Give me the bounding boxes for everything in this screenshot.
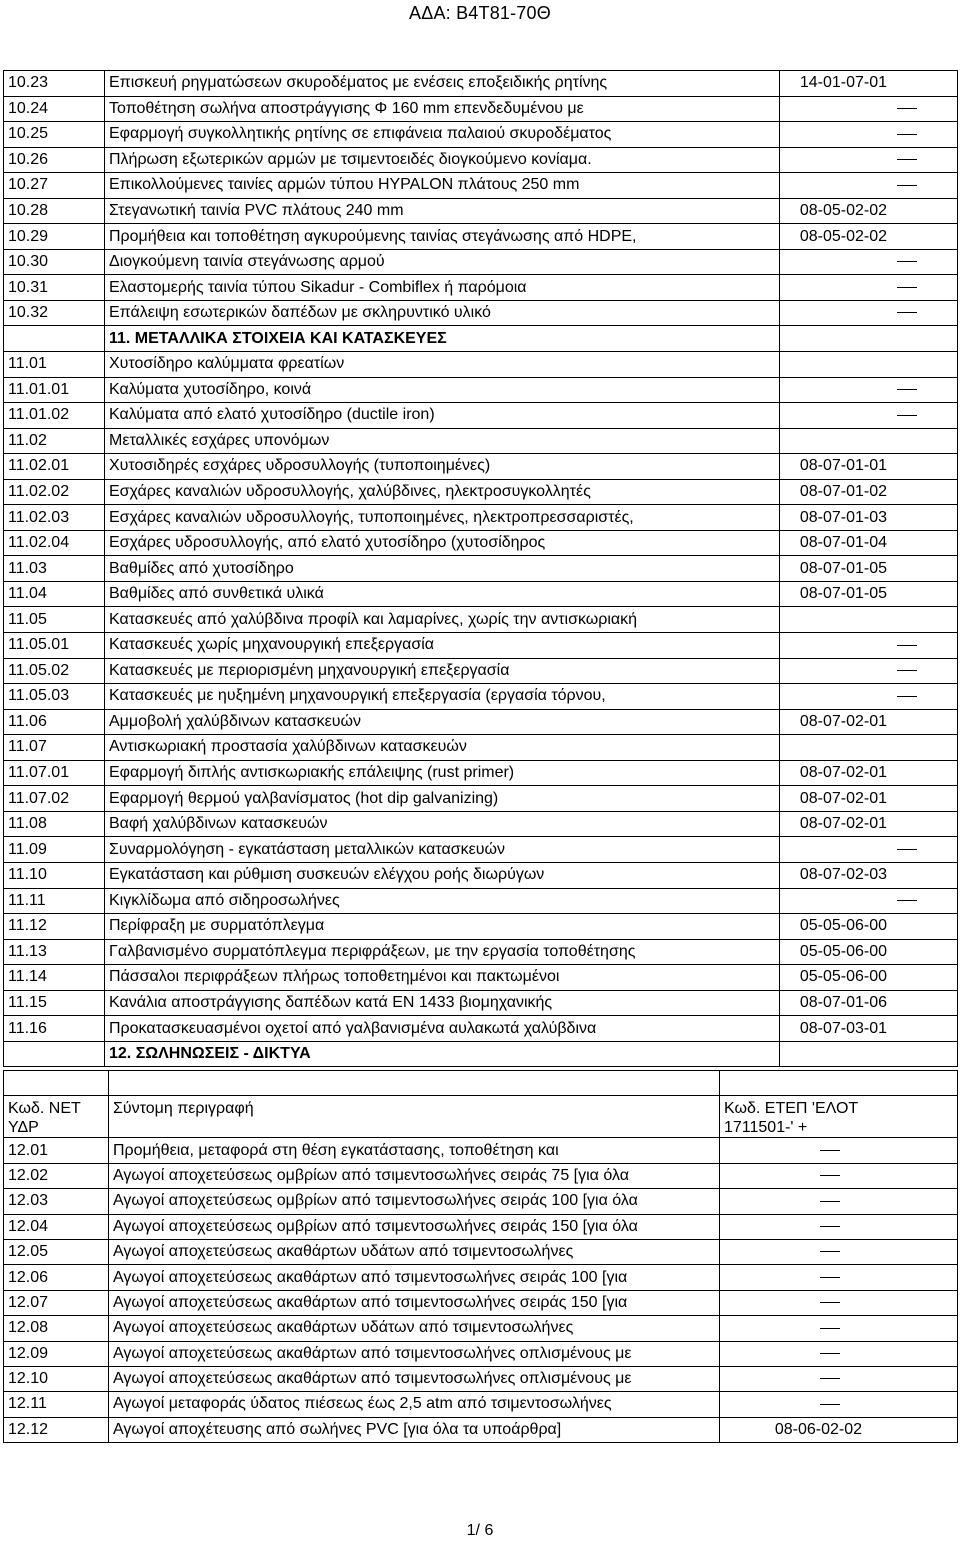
item-description: Εφαρμογή θερμού γαλβανίσματος (hot dip galvanizing) (105, 786, 780, 812)
item-code: 12.12 (4, 1417, 109, 1442)
table-row (4, 1214, 958, 1239)
section-heading: 11. ΜΕΤΑΛΛΙΚΑ ΣΤΟΙΧΕΙΑ ΚΑΙ ΚΑΤΑΣΚΕΥΕΣ (105, 326, 780, 352)
item-code: 10.28 (4, 198, 105, 224)
item-ref-dash (780, 633, 958, 659)
item-description: Περίφραξη με συρματόπλεγμα (105, 914, 780, 940)
table-row (4, 1041, 958, 1067)
item-ref-code: 08-07-01-03 (780, 505, 958, 531)
item-ref-dash (720, 1163, 958, 1188)
table-row (4, 249, 958, 275)
item-ref-code: 08-07-02-01 (780, 811, 958, 837)
item-ref-dash (780, 122, 958, 148)
table-row (4, 96, 958, 122)
items-table-1 (3, 70, 958, 1067)
table-row (4, 275, 958, 301)
dash-mark (820, 1226, 840, 1227)
item-ref-dash (780, 173, 958, 199)
item-ref-dash (720, 1239, 958, 1264)
page-number: 1/ 6 (466, 1522, 494, 1539)
table-row (4, 173, 958, 199)
item-description: Καλύματα χυτοσίδηρο, κοινά (105, 377, 780, 403)
item-code: 11.02.04 (4, 530, 105, 556)
item-ref-dash (780, 837, 958, 863)
item-code: 10.31 (4, 275, 105, 301)
item-ref-dash (780, 888, 958, 914)
dash-mark (897, 159, 917, 160)
table-row (4, 633, 958, 659)
items-table-2-body (4, 1071, 958, 1443)
spacer-cell (720, 1071, 958, 1096)
table-row (4, 530, 958, 556)
section-heading: 12. ΣΩΛΗΝΩΣΕΙΣ - ΔΙΚΤΥΑ (105, 1041, 780, 1067)
item-description: Εφαρμογή διπλής αντισκωριακής επάλειψης (rust primer) (105, 760, 780, 786)
table-row (4, 352, 958, 378)
table-header-row (4, 1096, 958, 1138)
table-row (4, 377, 958, 403)
dash-mark (820, 1277, 840, 1278)
item-ref-dash (720, 1214, 958, 1239)
item-ref-code: 05-05-06-00 (780, 965, 958, 991)
table-row (4, 479, 958, 505)
header-ref-line1: Κωδ. ΕΤΕΠ 'ΕΛΟΤ (724, 1100, 859, 1118)
item-ref-code (780, 735, 958, 761)
item-ref-dash (780, 684, 958, 710)
item-code: 11.11 (4, 888, 105, 914)
item-ref-dash (720, 1290, 958, 1315)
dash-mark (897, 312, 917, 313)
table-row (4, 1138, 958, 1163)
item-code: 11.06 (4, 709, 105, 735)
item-description: Τοποθέτηση σωλήνα αποστράγγισης Φ 160 mm επενδεδυμένου με (105, 96, 780, 122)
dash-mark (820, 1353, 840, 1354)
table-row (4, 1163, 958, 1188)
table-row (4, 556, 958, 582)
item-code: 11.07.02 (4, 786, 105, 812)
table-row (4, 1239, 958, 1264)
dash-mark (820, 1302, 840, 1303)
item-ref-dash (780, 147, 958, 173)
item-description: Βαθμίδες από χυτοσίδηρο (105, 556, 780, 582)
item-code: 11.07 (4, 735, 105, 761)
table-row (4, 607, 958, 633)
item-ref-code: 08-07-01-01 (780, 454, 958, 480)
item-ref-code: 08-07-03-01 (780, 1016, 958, 1042)
table-row (4, 914, 958, 940)
spacer-cell (109, 1071, 720, 1096)
dash-mark (897, 696, 917, 697)
item-ref-code (780, 607, 958, 633)
item-ref-code: 08-07-01-05 (780, 556, 958, 582)
item-ref-code: 08-07-01-06 (780, 990, 958, 1016)
item-ref-dash (720, 1392, 958, 1417)
table-row (4, 122, 958, 148)
item-code: 11.01.02 (4, 403, 105, 429)
item-ref-dash (720, 1366, 958, 1391)
item-ref-dash (720, 1138, 958, 1163)
item-description: Βαφή χαλύβδινων κατασκευών (105, 811, 780, 837)
dash-mark (820, 1150, 840, 1151)
item-ref-dash (780, 275, 958, 301)
item-code: 10.26 (4, 147, 105, 173)
item-description: Επισκευή ρηγματώσεων σκυροδέματος με ενέσεις εποξειδικής ρητίνης (105, 71, 780, 97)
item-code: 12.04 (4, 1214, 109, 1239)
dash-mark (897, 645, 917, 646)
table-row (4, 1366, 958, 1391)
item-description: Προμήθεια και τοποθέτηση αγκυρούμενης ταινίας στεγάνωσης από HDPE, (105, 224, 780, 250)
table-row (4, 1392, 958, 1417)
item-code: 12.07 (4, 1290, 109, 1315)
item-code: 11.05.01 (4, 633, 105, 659)
item-description: Καλύματα από ελατό χυτοσίδηρο (ductile iron) (105, 403, 780, 429)
item-description: Αγωγοί αποχετεύσεως ακαθάρτων από τσιμεντοσωλήνες οπλισμένους με (109, 1366, 720, 1391)
item-description: Χυτοσιδηρές εσχάρες υδροσυλλογής (τυποποιημένες) (105, 454, 780, 480)
dash-mark (820, 1378, 840, 1379)
table-row (4, 811, 958, 837)
item-description: Εγκατάσταση και ρύθμιση συσκευών ελέγχου ροής διωρύγων (105, 862, 780, 888)
item-ref-code (780, 352, 958, 378)
item-description: Χυτοσίδηρο καλύμματα φρεατίων (105, 352, 780, 378)
item-code: 10.30 (4, 249, 105, 275)
item-ref-dash (780, 658, 958, 684)
item-description: Αγωγοί αποχέτευσης από σωλήνες PVC [για όλα τα υποάρθρα] (109, 1417, 720, 1442)
dash-mark (897, 900, 917, 901)
item-ref-code: 08-07-01-04 (780, 530, 958, 556)
table-row (4, 454, 958, 480)
item-description: Αμμοβολή χαλύβδινων κατασκευών (105, 709, 780, 735)
item-ref-code: 14-01-07-01 (780, 71, 958, 97)
item-description: Αγωγοί αποχετεύσεως ομβρίων από τσιμεντοσωλήνες σειράς 100 [για όλα (109, 1189, 720, 1214)
dash-mark (897, 415, 917, 416)
item-code: 11.01.01 (4, 377, 105, 403)
item-code: 11.15 (4, 990, 105, 1016)
table-row (4, 1341, 958, 1366)
item-code: 12.11 (4, 1392, 109, 1417)
table-row (4, 862, 958, 888)
dash-mark (820, 1201, 840, 1202)
item-code: 12.02 (4, 1163, 109, 1188)
item-code: 10.24 (4, 96, 105, 122)
item-ref-dash (720, 1341, 958, 1366)
table-row (4, 990, 958, 1016)
item-code: 11.10 (4, 862, 105, 888)
item-ref-code: 05-05-06-00 (780, 939, 958, 965)
item-ref-dash (780, 403, 958, 429)
table-row (4, 581, 958, 607)
item-description: Εφαρμογή συγκολλητικής ρητίνης σε επιφάνεια παλαιού σκυροδέματος (105, 122, 780, 148)
table-row (4, 965, 958, 991)
item-description: Αγωγοί αποχετεύσεως ακαθάρτων από τσιμεντοσωλήνες σειράς 100 [για (109, 1265, 720, 1290)
item-ref-code: 08-07-02-01 (780, 760, 958, 786)
table-row (4, 71, 958, 97)
item-ref-code: 08-07-01-05 (780, 581, 958, 607)
item-ref-dash (720, 1189, 958, 1214)
item-description: Κατασκευές με περιορισμένη μηχανουργική επεξεργασία (105, 658, 780, 684)
item-ref-dash (720, 1316, 958, 1341)
item-ref-dash (780, 300, 958, 326)
item-description: Ελαστομερής ταινία τύπου Sikadur - Combiflex ή παρόμοια (105, 275, 780, 301)
item-ref-code: 08-07-02-03 (780, 862, 958, 888)
header-code-cell (4, 1096, 109, 1138)
item-code: 12.09 (4, 1341, 109, 1366)
header-ref-line2: 1711501-' + (724, 1119, 808, 1137)
item-description: Μεταλλικές εσχάρες υπονόμων (105, 428, 780, 454)
table-row (4, 735, 958, 761)
spacer-cell (4, 1071, 109, 1096)
item-description: Κατασκευές χωρίς μηχανουργική επεξεργασία (105, 633, 780, 659)
item-description: Κατασκευές με ηυξημένη μηχανουργική επεξεργασία (εργασία τόρνου, (105, 684, 780, 710)
dash-mark (897, 108, 917, 109)
item-code: 11.02 (4, 428, 105, 454)
item-code: 11.02.03 (4, 505, 105, 531)
item-code: 11.08 (4, 811, 105, 837)
dash-mark (820, 1404, 840, 1405)
item-code: 11.05 (4, 607, 105, 633)
table-row (4, 658, 958, 684)
item-description: Βαθμίδες από συνθετικά υλικά (105, 581, 780, 607)
item-ref-code (780, 1041, 958, 1067)
item-code: 11.14 (4, 965, 105, 991)
item-ref-code: 05-05-06-00 (780, 914, 958, 940)
table-row (4, 403, 958, 429)
items-table-1-body (4, 71, 958, 1067)
item-ref-code: 08-07-01-02 (780, 479, 958, 505)
table-row (4, 198, 958, 224)
item-description: Διογκούμενη ταινία στεγάνωσης αρμού (105, 249, 780, 275)
table-spacer-row (4, 1071, 958, 1096)
item-code: 12.03 (4, 1189, 109, 1214)
item-description: Κανάλια αποστράγγισης δαπέδων κατά ΕΝ 1433 βιομηχανικής (105, 990, 780, 1016)
item-ref-dash (720, 1265, 958, 1290)
item-code (4, 1041, 105, 1067)
item-code: 11.07.01 (4, 760, 105, 786)
dash-mark (820, 1175, 840, 1176)
item-description: Επάλειψη εσωτερικών δαπέδων με σκληρυντικό υλικό (105, 300, 780, 326)
item-ref-code (780, 428, 958, 454)
item-description: Προκατασκευασμένοι οχετοί από γαλβανισμένα αυλακωτά χαλύβδινα (105, 1016, 780, 1042)
item-description: Αγωγοί μεταφοράς ύδατος πιέσεως έως 2,5 atm από τσιμεντοσωλήνες (109, 1392, 720, 1417)
item-description: Προμήθεια, μεταφορά στη θέση εγκατάστασης, τοποθέτηση και (109, 1138, 720, 1163)
header-code-line2: ΥΔΡ (8, 1119, 39, 1137)
item-ref-dash (780, 377, 958, 403)
table-row (4, 1417, 958, 1442)
table-row (4, 1016, 958, 1042)
item-code: 10.23 (4, 71, 105, 97)
dash-mark (820, 1251, 840, 1252)
item-code: 12.06 (4, 1265, 109, 1290)
item-code: 10.29 (4, 224, 105, 250)
table-row (4, 1290, 958, 1315)
item-description: Επικολλούμενες ταινίες αρμών τύπου HYPALON πλάτους 250 mm (105, 173, 780, 199)
table-row (4, 300, 958, 326)
table-row (4, 939, 958, 965)
table-row (4, 786, 958, 812)
item-description: Συναρμολόγηση - εγκατάσταση μεταλλικών κατασκευών (105, 837, 780, 863)
item-description: Εσχάρες καναλιών υδροσυλλογής, χαλύβδινες, ηλεκτροσυγκολλητές (105, 479, 780, 505)
table-row (4, 1189, 958, 1214)
item-code: 11.04 (4, 581, 105, 607)
item-ref-code: 08-05-02-02 (780, 198, 958, 224)
table-row (4, 837, 958, 863)
item-description: Πάσσαλοι περιφράξεων πλήρως τοποθετημένοι και πακτωμένοι (105, 965, 780, 991)
item-code: 10.27 (4, 173, 105, 199)
item-description: Γαλβανισμένο συρματόπλεγμα περιφράξεων, με την εργασία τοποθέτησης (105, 939, 780, 965)
item-code: 11.16 (4, 1016, 105, 1042)
item-code: 12.05 (4, 1239, 109, 1264)
item-description: Αγωγοί αποχετεύσεως ακαθάρτων από τσιμεντοσωλήνες σειράς 150 [για (109, 1290, 720, 1315)
document-header-ada: ΑΔΑ: Β4Τ81-70Θ (409, 3, 551, 23)
item-description: Εσχάρες καναλιών υδροσυλλογής, τυποποιημένες, ηλεκτροπρεσσαριστές, (105, 505, 780, 531)
item-ref-dash (780, 249, 958, 275)
item-ref-code: 08-07-02-01 (780, 786, 958, 812)
dash-mark (820, 1328, 840, 1329)
dash-mark (897, 287, 917, 288)
header-ref-cell (720, 1096, 958, 1138)
table-row (4, 505, 958, 531)
item-code: 11.05.02 (4, 658, 105, 684)
item-code: 12.01 (4, 1138, 109, 1163)
item-code: 12.08 (4, 1316, 109, 1341)
table-row (4, 428, 958, 454)
item-code: 11.12 (4, 914, 105, 940)
table-row (4, 147, 958, 173)
table-row (4, 326, 958, 352)
item-code: 11.02.02 (4, 479, 105, 505)
item-description: Κιγκλίδωμα από σιδηροσωλήνες (105, 888, 780, 914)
table-row (4, 224, 958, 250)
item-description: Αγωγοί αποχετεύσεως ακαθάρτων από τσιμεντοσωλήνες οπλισμένους με (109, 1341, 720, 1366)
item-code (4, 326, 105, 352)
item-ref-code: 08-05-02-02 (780, 224, 958, 250)
item-ref-code (780, 326, 958, 352)
item-description: Κατασκευές από χαλύβδινα προφίλ και λαμαρίνες, χωρίς την αντισκωριακή (105, 607, 780, 633)
item-ref-code: 08-07-02-01 (780, 709, 958, 735)
items-table-2 (3, 1070, 958, 1443)
item-code: 11.03 (4, 556, 105, 582)
item-description: Αγωγοί αποχετεύσεως ομβρίων από τσιμεντοσωλήνες σειράς 75 [για όλα (109, 1163, 720, 1188)
table-row (4, 760, 958, 786)
table-row (4, 709, 958, 735)
table-row (4, 1265, 958, 1290)
table-row (4, 684, 958, 710)
item-code: 12.10 (4, 1366, 109, 1391)
item-code: 10.25 (4, 122, 105, 148)
item-ref-dash (780, 96, 958, 122)
item-code: 11.13 (4, 939, 105, 965)
header-description-cell: Σύντομη περιγραφή (109, 1096, 720, 1138)
header-code-line1: Κωδ. ΝΕΤ (8, 1100, 81, 1118)
item-description: Αντισκωριακή προστασία χαλύβδινων κατασκευών (105, 735, 780, 761)
item-code: 10.32 (4, 300, 105, 326)
item-description: Αγωγοί αποχετεύσεως ακαθάρτων υδάτων από τσιμεντοσωλήνες (109, 1316, 720, 1341)
item-code: 11.05.03 (4, 684, 105, 710)
item-description: Αγωγοί αποχετεύσεως ακαθάρτων υδάτων από τσιμεντοσωλήνες (109, 1239, 720, 1264)
item-description: Στεγανωτική ταινία PVC πλάτους 240 mm (105, 198, 780, 224)
dash-mark (897, 389, 917, 390)
item-description: Εσχάρες υδροσυλλογής, από ελατό χυτοσίδηρο (χυτοσίδηρος (105, 530, 780, 556)
item-code: 11.02.01 (4, 454, 105, 480)
item-ref-code: 08-06-02-02 (720, 1417, 958, 1442)
dash-mark (897, 261, 917, 262)
item-description: Πλήρωση εξωτερικών αρμών με τσιμεντοειδές διογκούμενο κονίαμα. (105, 147, 780, 173)
item-description: Αγωγοί αποχετεύσεως ομβρίων από τσιμεντοσωλήνες σειράς 150 [για όλα (109, 1214, 720, 1239)
table-row (4, 888, 958, 914)
item-code: 11.01 (4, 352, 105, 378)
dash-mark (897, 849, 917, 850)
table-row (4, 1316, 958, 1341)
dash-mark (897, 134, 917, 135)
dash-mark (897, 185, 917, 186)
item-code: 11.09 (4, 837, 105, 863)
dash-mark (897, 670, 917, 671)
